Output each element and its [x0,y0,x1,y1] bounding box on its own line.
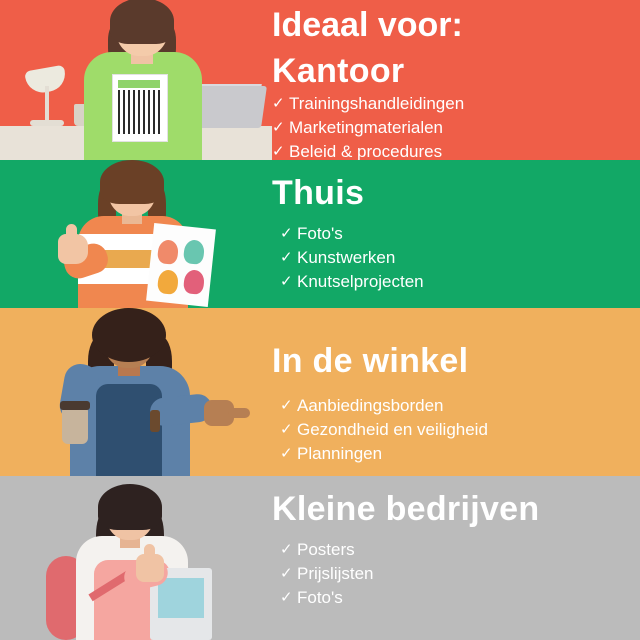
list-item-label: Kunstwerken [297,248,396,267]
check-icon: ✓ [280,565,293,582]
page-title: Ideaal voor: [272,6,463,44]
benefit-list-in-de-winkel [280,394,488,466]
list-item-label: Knutselprojecten [297,272,424,291]
list-item-label: Posters [297,540,355,559]
photo-shop-woman [0,308,272,476]
section-heading-in-de-winkel: In de winkel [272,342,469,380]
check-icon: ✓ [280,421,293,438]
list-item-label: Prijslijsten [297,564,374,583]
text-block-kantoor [272,0,632,160]
section-heading-thuis: Thuis [272,174,365,212]
check-icon: ✓ [272,143,285,160]
check-icon: ✓ [280,541,293,558]
list-item [272,116,464,139]
photo-office-woman [0,0,272,160]
list-item-label: Aanbiedingsborden [297,396,444,415]
list-item-label: Trainingshandleidingen [289,94,465,113]
check-icon: ✓ [280,589,293,606]
list-item-label: Foto's [297,224,343,243]
section-kantoor [0,0,640,160]
list-item [280,586,374,609]
list-item-label: Planningen [297,444,383,463]
check-icon: ✓ [272,95,285,112]
text-block-thuis [272,160,632,308]
check-icon: ✓ [280,249,293,266]
section-kleine-bedrijven [0,476,640,640]
list-item [280,418,488,441]
list-item-label: Beleid & procedures [289,142,443,160]
list-item [280,270,424,293]
list-item [280,562,374,585]
list-item [280,538,374,561]
list-item-label: Gezondheid en veiligheid [297,420,488,439]
photo-small-business-woman [0,476,272,640]
list-item [272,140,464,160]
check-icon: ✓ [280,397,293,414]
list-item [272,92,464,115]
list-item [280,222,424,245]
list-item [280,442,488,465]
check-icon: ✓ [280,273,293,290]
list-item [280,394,488,417]
text-block-kleine-bedrijven [272,476,632,640]
section-heading-kleine-bedrijven: Kleine bedrijven [272,490,540,528]
benefit-list-kleine-bedrijven [280,538,374,610]
check-icon: ✓ [272,119,285,136]
text-block-in-de-winkel [272,308,632,476]
list-item [280,246,424,269]
list-item-label: Foto's [297,588,343,607]
list-item-label: Marketingmaterialen [289,118,444,137]
benefit-list-thuis [280,222,424,294]
check-icon: ✓ [280,225,293,242]
section-in-de-winkel [0,308,640,476]
section-thuis [0,160,640,308]
photo-girl-artwork [0,160,272,308]
section-heading-kantoor: Kantoor [272,52,405,90]
benefit-list-kantoor [272,92,464,160]
check-icon: ✓ [280,445,293,462]
